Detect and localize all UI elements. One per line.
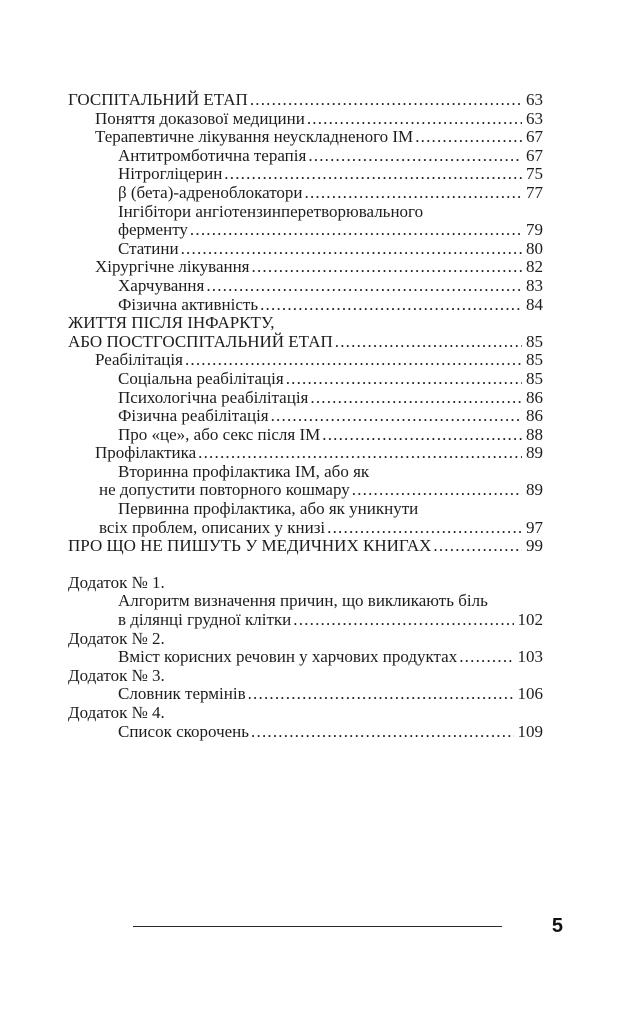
toc-entry [68,463,543,482]
toc-entry-page: 85 [526,350,543,370]
toc-dot-leader [246,685,514,704]
toc-entry-title: Соціальна реабілітація [118,368,284,388]
toc-entry [68,481,543,500]
toc-entry [68,184,543,203]
toc-entry-title: β (бета)-адреноблокатори [118,182,303,202]
toc-entry-page: 84 [526,294,543,314]
toc-entry-title: Первинна профілактика, або як уникнути [118,499,419,519]
toc-dot-leader [308,389,522,408]
toc-dot-leader [284,370,522,389]
toc-entry-page: 75 [526,164,543,184]
toc-entry-title: Хірургічне лікування [95,257,250,277]
toc-entry [68,685,543,704]
toc-entry [68,91,543,110]
toc-entry-page: 85 [526,368,543,388]
toc-entry [68,221,543,240]
toc-entry [68,240,543,259]
toc-entry-page: 102 [517,610,543,630]
toc-entry-title: Додаток № 3. [68,665,165,685]
toc-entry-title: ГОСПІТАЛЬНИЙ ЕТАП [68,90,248,109]
toc-entry [68,333,543,352]
toc-entry-title: Вторинна профілактика ІМ, або як [118,461,370,481]
toc-entry [68,648,543,667]
toc-entry-title: Про «це», або секс після ІМ [118,424,321,444]
toc-entry-page: 82 [526,257,543,277]
toc-entry-title: Додаток № 4. [68,703,165,722]
toc-dot-leader [320,426,522,445]
toc-entry [68,444,543,463]
toc-entry-title: Вміст корисних речовин у харчових продуктах [118,647,458,667]
toc-entry-page: 67 [526,127,543,147]
toc-entry [68,165,543,184]
toc-entry-title: Статини [118,238,179,258]
toc-entry-title: Додаток № 1. [68,572,165,592]
toc-dot-leader [305,110,522,129]
toc-entry [68,203,543,222]
toc-entry-page: 80 [526,238,543,258]
toc-entry-title: ЖИТТЯ ПІСЛЯ ІНФАРКТУ, [68,313,275,333]
toc-entry [68,407,543,426]
toc-entry-page: 63 [526,90,543,109]
toc-entry-page: 86 [526,387,543,407]
toc-entry-title: АБО ПОСТГОСПІТАЛЬНИЙ ЕТАП [68,331,333,351]
toc-dot-leader [303,184,523,203]
toc-entry-title: в ділянці грудної клітки [118,610,292,630]
page-footer [133,916,563,936]
toc-entry-page: 79 [526,220,543,240]
toc-dot-leader [350,481,522,500]
toc-entry [68,258,543,277]
toc-entry-page: 97 [526,517,543,537]
toc-entry-title: Додаток № 2. [68,628,165,648]
toc-dot-leader [248,91,522,110]
toc-entry-title: ПРО ЩО НЕ ПИШУТЬ У МЕДИЧНИХ КНИГАХ [68,536,432,556]
toc-dot-leader [457,648,513,667]
toc-entry-page: 106 [517,684,543,704]
toc-dot-leader [431,537,522,556]
toc-entry [68,370,543,389]
toc-entry [68,519,543,538]
toc-entry-title: Фізична активність [118,294,259,314]
toc-dot-leader [291,611,513,630]
toc-entry [68,630,543,649]
toc-entry-page: 83 [526,275,543,295]
toc-entry [68,314,543,333]
toc-dot-leader [183,351,522,370]
toc-entry-page: 103 [517,647,543,667]
toc-entry [68,351,543,370]
toc-dot-leader [413,128,522,147]
toc-entry-title: Інгібітори ангіотензинперетворювального [118,201,424,221]
toc-entry-page: 63 [526,108,543,128]
toc-entry [68,723,543,742]
toc-dot-leader [188,221,522,240]
toc-entry-title: Фізична реабілітація [118,406,269,426]
toc-dot-leader [196,444,522,463]
toc-dot-leader [179,240,522,259]
toc-entry [68,147,543,166]
toc-entry-page: 85 [526,331,543,351]
table-of-contents [68,91,543,741]
toc-entry-title: Антитромботична терапія [118,145,307,165]
toc-entry [68,500,543,519]
toc-entry-title: Алгоритм визначення причин, що викликають біль [118,591,488,611]
toc-entry-page: 88 [526,424,543,444]
toc-entry [68,574,543,593]
toc-dot-leader [222,165,522,184]
toc-entry-title: всіх проблем, описаних у книзі [99,517,326,537]
toc-entry-page: 109 [517,721,543,741]
toc-entry [68,611,543,630]
toc-entry [68,296,543,315]
toc-entry-page: 77 [526,182,543,202]
toc-dot-leader [306,147,522,166]
toc-entry [68,128,543,147]
toc-entry [68,389,543,408]
toc-entry-title: Харчування [118,275,205,295]
toc-entry [68,704,543,723]
toc-entry-page: 67 [526,145,543,165]
toc-entry-title: Словник термінів [118,684,246,704]
toc-entry-page: 99 [526,536,543,556]
toc-dot-leader [269,407,522,426]
toc-dot-leader [249,723,513,742]
toc-entry-title: Профілактика [95,443,197,463]
toc-entry [68,277,543,296]
toc-entry-title: Психологічна реабілітація [118,387,309,407]
toc-entry-page: 86 [526,406,543,426]
toc-dot-leader [258,296,522,315]
toc-entry [68,667,543,686]
toc-entry-title: Поняття доказової медицини [95,108,305,128]
toc-entry-page: 89 [526,480,543,500]
page-number: 5 [551,915,563,937]
toc-entry [68,426,543,445]
toc-dot-leader [250,258,522,277]
footer-rule [133,926,502,927]
toc-entry-title: ферменту [118,220,188,240]
toc-entry-title: Список скорочень [118,721,250,741]
toc-entry [68,592,543,611]
toc-entry [68,110,543,129]
toc-dot-leader [204,277,522,296]
toc-entry-page: 89 [526,443,543,463]
toc-entry-title: Реабілітація [95,350,183,370]
toc-entry [68,537,543,556]
toc-dot-leader [325,519,522,538]
toc-dot-leader [333,333,522,352]
toc-entry-title: Нітрогліцерин [118,164,223,184]
toc-entry-title: не допустити повторного кошмару [99,480,350,500]
toc-entry-title: Терапевтичне лікування неускладненого ІМ [95,127,414,147]
